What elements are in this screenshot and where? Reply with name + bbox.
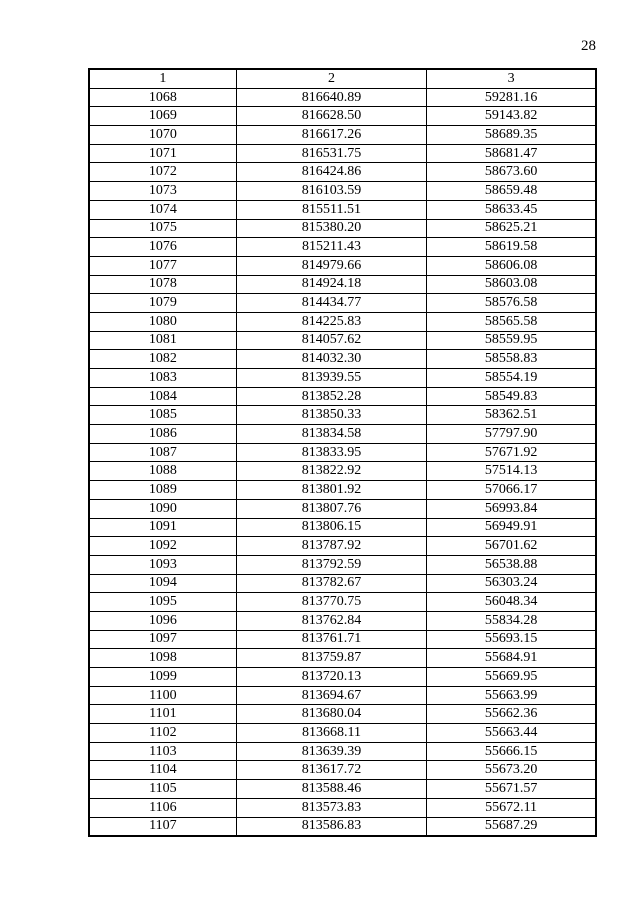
table-row <box>89 817 596 836</box>
x-coordinate-cell: 813782.67 <box>236 574 426 593</box>
x-coordinate-cell: 813833.95 <box>236 443 426 462</box>
table-row <box>89 742 596 761</box>
table-row <box>89 219 596 238</box>
table-row <box>89 256 596 275</box>
table-row <box>89 126 596 145</box>
y-coordinate-cell: 56949.91 <box>427 518 596 537</box>
table-row <box>89 144 596 163</box>
y-coordinate-cell: 58681.47 <box>427 144 596 163</box>
point-number-cell: 1105 <box>89 780 236 799</box>
x-coordinate-cell: 814979.66 <box>236 256 426 275</box>
x-coordinate-cell: 815211.43 <box>236 238 426 257</box>
x-coordinate-cell: 813720.13 <box>236 668 426 687</box>
table-row <box>89 705 596 724</box>
x-coordinate-cell: 813761.71 <box>236 630 426 649</box>
y-coordinate-cell: 58673.60 <box>427 163 596 182</box>
point-number-cell: 1094 <box>89 574 236 593</box>
point-number-cell: 1093 <box>89 555 236 574</box>
point-number-cell: 1075 <box>89 219 236 238</box>
table-row <box>89 499 596 518</box>
x-coordinate-cell: 813586.83 <box>236 817 426 836</box>
table-header <box>89 69 596 88</box>
x-coordinate-cell: 814924.18 <box>236 275 426 294</box>
table-row <box>89 406 596 425</box>
x-coordinate-cell: 816531.75 <box>236 144 426 163</box>
point-number-cell: 1095 <box>89 593 236 612</box>
point-number-cell: 1078 <box>89 275 236 294</box>
table-row <box>89 107 596 126</box>
y-coordinate-cell: 55834.28 <box>427 611 596 630</box>
table-row <box>89 294 596 313</box>
point-number-cell: 1070 <box>89 126 236 145</box>
point-number-cell: 1088 <box>89 462 236 481</box>
point-number-cell: 1071 <box>89 144 236 163</box>
y-coordinate-cell: 59143.82 <box>427 107 596 126</box>
point-number-cell: 1097 <box>89 630 236 649</box>
x-coordinate-cell: 813762.84 <box>236 611 426 630</box>
table-row <box>89 331 596 350</box>
point-number-cell: 1106 <box>89 798 236 817</box>
x-coordinate-cell: 816617.26 <box>236 126 426 145</box>
point-number-cell: 1073 <box>89 182 236 201</box>
point-number-cell: 1101 <box>89 705 236 724</box>
y-coordinate-cell: 58606.08 <box>427 256 596 275</box>
x-coordinate-cell: 816103.59 <box>236 182 426 201</box>
x-coordinate-cell: 816640.89 <box>236 88 426 107</box>
x-coordinate-cell: 813770.75 <box>236 593 426 612</box>
point-number-cell: 1098 <box>89 649 236 668</box>
x-coordinate-cell: 815380.20 <box>236 219 426 238</box>
y-coordinate-cell: 58625.21 <box>427 219 596 238</box>
y-coordinate-cell: 58558.83 <box>427 350 596 369</box>
y-coordinate-cell: 58565.58 <box>427 312 596 331</box>
table-row <box>89 387 596 406</box>
table-row <box>89 481 596 500</box>
x-coordinate-cell: 816628.50 <box>236 107 426 126</box>
table-row <box>89 238 596 257</box>
x-coordinate-cell: 813792.59 <box>236 555 426 574</box>
table-row <box>89 462 596 481</box>
y-coordinate-cell: 57671.92 <box>427 443 596 462</box>
table-row <box>89 350 596 369</box>
table-row <box>89 630 596 649</box>
x-coordinate-cell: 813806.15 <box>236 518 426 537</box>
x-coordinate-cell: 816424.86 <box>236 163 426 182</box>
point-number-cell: 1074 <box>89 200 236 219</box>
point-number-cell: 1083 <box>89 369 236 388</box>
x-coordinate-cell: 813787.92 <box>236 537 426 556</box>
point-number-cell: 1099 <box>89 668 236 687</box>
y-coordinate-cell: 57797.90 <box>427 425 596 444</box>
page-number: 28 <box>581 38 596 54</box>
coordinates-table <box>88 68 597 837</box>
y-coordinate-cell: 55684.91 <box>427 649 596 668</box>
point-number-cell: 1090 <box>89 499 236 518</box>
y-coordinate-cell: 58559.95 <box>427 331 596 350</box>
point-number-cell: 1103 <box>89 742 236 761</box>
column-header-3: 3 <box>427 69 596 88</box>
y-coordinate-cell: 58554.19 <box>427 369 596 388</box>
point-number-cell: 1092 <box>89 537 236 556</box>
y-coordinate-cell: 58659.48 <box>427 182 596 201</box>
table-row <box>89 649 596 668</box>
point-number-cell: 1086 <box>89 425 236 444</box>
point-number-cell: 1069 <box>89 107 236 126</box>
table-row <box>89 443 596 462</box>
header-row <box>89 69 596 88</box>
table-row <box>89 537 596 556</box>
point-number-cell: 1079 <box>89 294 236 313</box>
x-coordinate-cell: 813801.92 <box>236 481 426 500</box>
point-number-cell: 1096 <box>89 611 236 630</box>
y-coordinate-cell: 55669.95 <box>427 668 596 687</box>
y-coordinate-cell: 55673.20 <box>427 761 596 780</box>
table-row <box>89 593 596 612</box>
table-row <box>89 724 596 743</box>
point-number-cell: 1081 <box>89 331 236 350</box>
point-number-cell: 1087 <box>89 443 236 462</box>
point-number-cell: 1089 <box>89 481 236 500</box>
table-row <box>89 200 596 219</box>
table-row <box>89 686 596 705</box>
table-row <box>89 425 596 444</box>
y-coordinate-cell: 58603.08 <box>427 275 596 294</box>
x-coordinate-cell: 815511.51 <box>236 200 426 219</box>
y-coordinate-cell: 57514.13 <box>427 462 596 481</box>
y-coordinate-cell: 55663.44 <box>427 724 596 743</box>
y-coordinate-cell: 55693.15 <box>427 630 596 649</box>
y-coordinate-cell: 58619.58 <box>427 238 596 257</box>
x-coordinate-cell: 813850.33 <box>236 406 426 425</box>
table-row <box>89 312 596 331</box>
y-coordinate-cell: 55687.29 <box>427 817 596 836</box>
x-coordinate-cell: 813617.72 <box>236 761 426 780</box>
y-coordinate-cell: 58689.35 <box>427 126 596 145</box>
x-coordinate-cell: 813680.04 <box>236 705 426 724</box>
point-number-cell: 1104 <box>89 761 236 780</box>
y-coordinate-cell: 55666.15 <box>427 742 596 761</box>
point-number-cell: 1076 <box>89 238 236 257</box>
column-header-1: 1 <box>89 69 236 88</box>
y-coordinate-cell: 56993.84 <box>427 499 596 518</box>
y-coordinate-cell: 56538.88 <box>427 555 596 574</box>
y-coordinate-cell: 56701.62 <box>427 537 596 556</box>
x-coordinate-cell: 814225.83 <box>236 312 426 331</box>
point-number-cell: 1100 <box>89 686 236 705</box>
table-row <box>89 611 596 630</box>
x-coordinate-cell: 813588.46 <box>236 780 426 799</box>
point-number-cell: 1091 <box>89 518 236 537</box>
table-row <box>89 88 596 107</box>
table-row <box>89 780 596 799</box>
x-coordinate-cell: 813834.58 <box>236 425 426 444</box>
table-row <box>89 275 596 294</box>
y-coordinate-cell: 55671.57 <box>427 780 596 799</box>
x-coordinate-cell: 813639.39 <box>236 742 426 761</box>
point-number-cell: 1080 <box>89 312 236 331</box>
y-coordinate-cell: 57066.17 <box>427 481 596 500</box>
table-row <box>89 798 596 817</box>
point-number-cell: 1082 <box>89 350 236 369</box>
x-coordinate-cell: 813759.87 <box>236 649 426 668</box>
x-coordinate-cell: 814434.77 <box>236 294 426 313</box>
y-coordinate-cell: 58576.58 <box>427 294 596 313</box>
y-coordinate-cell: 59281.16 <box>427 88 596 107</box>
x-coordinate-cell: 814032.30 <box>236 350 426 369</box>
point-number-cell: 1102 <box>89 724 236 743</box>
x-coordinate-cell: 813822.92 <box>236 462 426 481</box>
table-row <box>89 369 596 388</box>
x-coordinate-cell: 813939.55 <box>236 369 426 388</box>
x-coordinate-cell: 813807.76 <box>236 499 426 518</box>
y-coordinate-cell: 55663.99 <box>427 686 596 705</box>
y-coordinate-cell: 56048.34 <box>427 593 596 612</box>
y-coordinate-cell: 56303.24 <box>427 574 596 593</box>
table-row <box>89 668 596 687</box>
table-row <box>89 555 596 574</box>
point-number-cell: 1085 <box>89 406 236 425</box>
point-number-cell: 1084 <box>89 387 236 406</box>
table-row <box>89 761 596 780</box>
x-coordinate-cell: 813573.83 <box>236 798 426 817</box>
y-coordinate-cell: 58362.51 <box>427 406 596 425</box>
point-number-cell: 1068 <box>89 88 236 107</box>
y-coordinate-cell: 58633.45 <box>427 200 596 219</box>
point-number-cell: 1072 <box>89 163 236 182</box>
point-number-cell: 1077 <box>89 256 236 275</box>
table-body <box>89 88 596 836</box>
x-coordinate-cell: 814057.62 <box>236 331 426 350</box>
y-coordinate-cell: 58549.83 <box>427 387 596 406</box>
table-row <box>89 182 596 201</box>
table-row <box>89 163 596 182</box>
x-coordinate-cell: 813668.11 <box>236 724 426 743</box>
x-coordinate-cell: 813852.28 <box>236 387 426 406</box>
point-number-cell: 1107 <box>89 817 236 836</box>
column-header-2: 2 <box>236 69 426 88</box>
table-row <box>89 518 596 537</box>
x-coordinate-cell: 813694.67 <box>236 686 426 705</box>
y-coordinate-cell: 55662.36 <box>427 705 596 724</box>
table-row <box>89 574 596 593</box>
y-coordinate-cell: 55672.11 <box>427 798 596 817</box>
